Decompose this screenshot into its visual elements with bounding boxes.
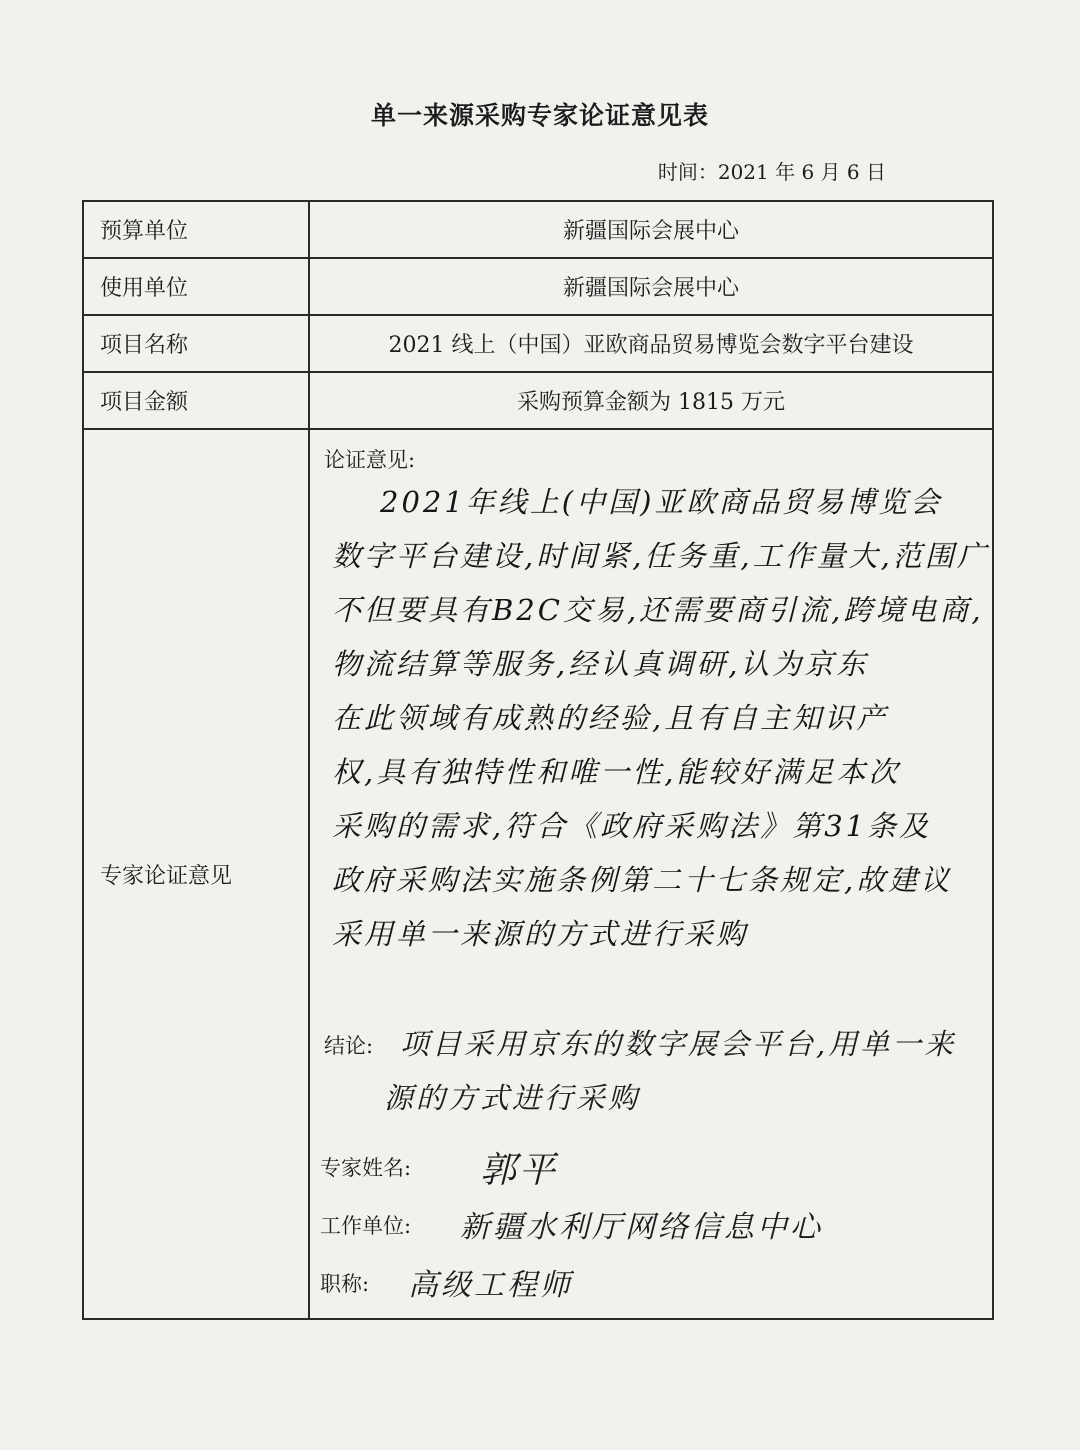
expert-name-signature: 郭平: [480, 1150, 559, 1191]
conclusion-line: 项目采用京东的数字展会平台,用单一来: [400, 1027, 957, 1061]
project-amount-label: 项目金额: [83, 372, 309, 429]
opinion-line: 权,具有独特性和唯一性,能较好满足本次: [332, 755, 901, 789]
opinion-line: 2021年线上(中国)亚欧商品贸易博览会: [380, 485, 943, 519]
project-name-value: 2021 线上（中国）亚欧商品贸易博览会数字平台建设: [309, 315, 993, 372]
opinion-line: 采用单一来源的方式进行采购: [332, 917, 749, 951]
budget-unit-value: 新疆国际会展中心: [309, 201, 993, 258]
budget-unit-label: 预算单位: [83, 201, 309, 258]
opinion-line: 不但要具有B2C交易,还需要商引流,跨境电商,: [332, 593, 984, 627]
opinion-form-table: [82, 200, 994, 1320]
opinion-line: 数字平台建设,时间紧,任务重,工作量大,范围广: [332, 539, 989, 573]
user-unit-label: 使用单位: [83, 258, 309, 315]
opinion-line: 政府采购法实施条例第二十七条规定,故建议: [332, 863, 953, 897]
opinion-line: 采购的需求,符合《政府采购法》第31条及: [332, 809, 932, 843]
conclusion-label: 结论:: [324, 1034, 374, 1058]
expert-opinion-label: 专家论证意见: [83, 429, 309, 1319]
conclusion-line: 源的方式进行采购: [384, 1081, 641, 1115]
table-row: [83, 372, 993, 429]
table-row: [83, 258, 993, 315]
opinion-line: 在此领域有成熟的经验,且有自主知识产: [332, 701, 889, 735]
job-title-value: 高级工程师: [408, 1268, 573, 1303]
form-title: 单一来源采购专家论证意见表: [370, 101, 709, 130]
project-amount-value: 采购预算金额为 1815 万元: [309, 372, 993, 429]
form-date: 时间：2021 年 6 月 6 日: [657, 160, 886, 184]
opinion-row: [83, 429, 993, 1319]
table-row: [83, 201, 993, 258]
user-unit-value: 新疆国际会展中心: [309, 258, 993, 315]
opinion-heading: 论证意见:: [324, 448, 416, 472]
table-row: [83, 315, 993, 372]
work-unit-label: 工作单位:: [320, 1214, 412, 1238]
project-name-label: 项目名称: [83, 315, 309, 372]
job-title-label: 职称:: [320, 1272, 370, 1296]
work-unit-value: 新疆水利厅网络信息中心: [460, 1210, 823, 1245]
expert-name-label: 专家姓名:: [320, 1156, 412, 1180]
expert-opinion-cell: [309, 429, 993, 1319]
opinion-line: 物流结算等服务,经认真调研,认为京东: [332, 647, 869, 681]
